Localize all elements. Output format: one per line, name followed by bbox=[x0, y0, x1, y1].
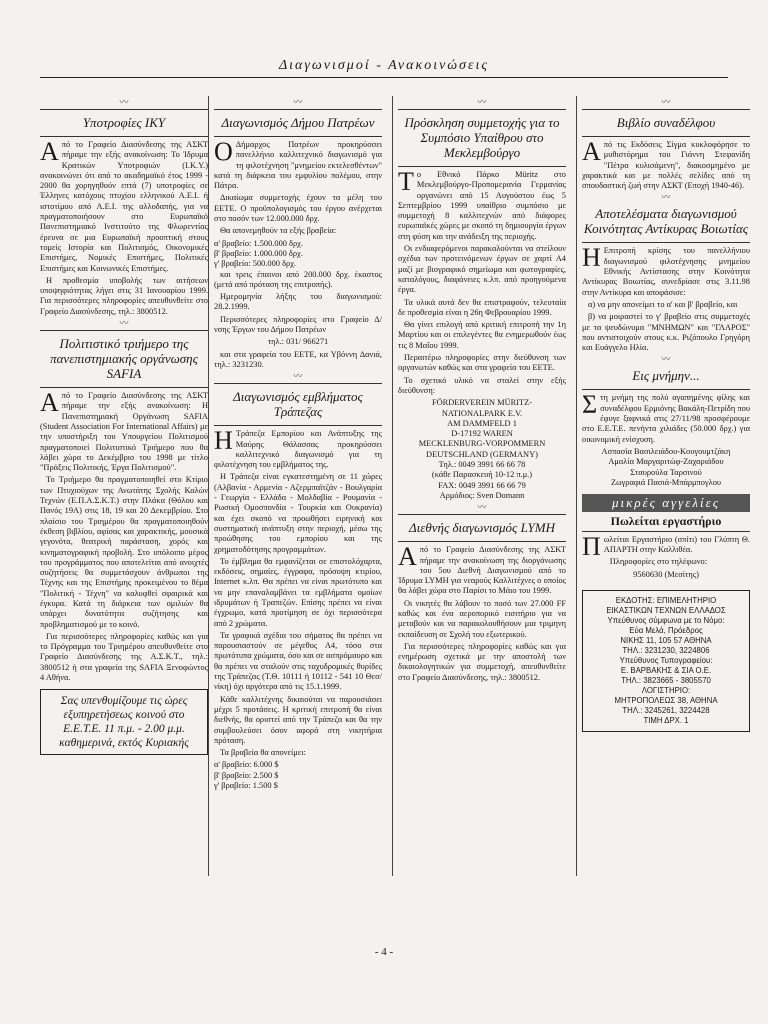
article-paragraph: Για περισσότερες πληροφορίες καθώς και για ενημέρωση σχετικά με την αποστολή των δικαιολογητικών για συμμετοχή, απευθυνθείτε στο Γραφείο Διασύνδεσης, τηλ.: 3800512. bbox=[398, 641, 566, 682]
publisher-line: ΝΙΚΗΣ 11, 105 57 ΑΘΗΝΑ bbox=[620, 635, 712, 645]
drop-cap: Η bbox=[214, 426, 233, 456]
drop-cap: Α bbox=[40, 137, 59, 166]
prize-item: β' βραβείο: 1.000.000 δρχ. bbox=[214, 248, 303, 258]
article-paragraph: Τα γραφικά σχέδια του σήματος θα πρέπει να παρουσιαστούν σε μέγεθος Α4, τόσο στα πρωτότυπα χρώματα, όσο και σε ασπρόμαυρο και θα πρέπει να σταλούν στις ταχυδρομικές θυρίδες της Τράπεζας (Τ.Θ. 10111 ή 10112 - 541 10 Θεσ/νίκη) όχι αργότερα από τις 15.1.1999. bbox=[214, 630, 382, 692]
address-line: Αρμόδιος: Sven Domann bbox=[439, 490, 525, 500]
prize-item: α' βραβείο: 1.500.000 δρχ. bbox=[214, 238, 303, 248]
drop-cap: Π bbox=[582, 531, 601, 561]
article-title: Εις μνήμην... bbox=[632, 368, 700, 384]
article-title: Υποτροφίες ΙΚΥ bbox=[82, 115, 166, 130]
address-line: DEUTSCHLAND (GERMANY) bbox=[426, 449, 538, 459]
reminder-box: Σας υπενθυμίζουμε τις ώρες εξυπηρετήσεως κοινού στο Ε.Ε.Τ.Ε. 11 π.μ. - 2.00 μ.μ. καθημερινά, εκτός Κυριακής bbox=[40, 689, 208, 755]
rule bbox=[214, 109, 382, 110]
classifieds-banner: μικρές αγγελίες bbox=[582, 494, 750, 512]
article-paragraph: Κάθε καλλιτέχνης δικαιούται να παρουσιάσει μέχρι 5 προτάσεις. Η κριτική επιτροπή θα είναι διεθνής, θα οριστεί από την Τράπεζα και θα την συμβουλεύσει όσον αφορά στη νικητήρια πρόταση. bbox=[214, 694, 382, 745]
article-paragraph: Το Εθνικό Πάρκο Müritz στο Μεκλεμβούργο-Προπομερανία Γερμανίας οργανώνει από 15 Αυγούστου έως 5 Σεπτεμβρίου 1999 υπαίθριο συμπόσιο με συμμετοχή 8 καλλιτεχνών από διάφορες ευρωπαϊκές χώρες με σκοπό τη δημιουργία έργων στη φύση και την ανάδειξη της περιοχής. bbox=[398, 167, 566, 241]
publisher-line: Υπεύθυνος σύμφωνα με το Νόμο: bbox=[607, 615, 725, 625]
publisher-line: Εύα Μελά, Πρόεδρος bbox=[629, 625, 703, 635]
rule bbox=[398, 109, 566, 110]
drop-cap: Η bbox=[582, 243, 601, 273]
ornament-icon: 〰 bbox=[119, 97, 129, 107]
column-1 bbox=[40, 96, 208, 761]
ornament-icon: 〰 bbox=[293, 371, 303, 382]
article-paragraph: Δικαίωμα συμμετοχής έχουν τα μέλη του ΕΕΤΕ. Ο προϋπολογισμός του έργου ανέρχεται στο ποσόν των 12.000.000 δρχ. bbox=[214, 193, 382, 224]
signatory-name: Ασπασία Βασιλειάδου-Κουγουμτζάκη bbox=[601, 446, 731, 456]
drop-cap: Σ bbox=[582, 390, 598, 420]
ornament-icon: 〰 bbox=[661, 97, 671, 107]
column-3 bbox=[398, 96, 566, 685]
address-line: MECKLENBURG-VORPOMMERN bbox=[418, 439, 546, 449]
article-paragraph: Πληροφορίες στο τηλέφωνο: bbox=[609, 557, 708, 567]
ornament-icon: 〰 bbox=[477, 97, 487, 107]
article-paragraph: Το έμβλημα θα εμφανίζεται σε επιστολόχαρτα, εκδόσεις, σημαίες, έγγραφα, πρόσοψη κτιρίου, Internet κ.λπ. Θα πρέπει να είναι πρωτότυπο και να μην επαναλαμβάνει τα εμβλήματα ομοίων ιδρυμάτων ή Τραπεζών. Επίσης πρέπει να είναι έγχρωμο, κατά προτίμηση σε όχι περισσότερα από 2 χρώματα. bbox=[214, 556, 382, 628]
publisher-line: Υπεύθυνος Τυπογραφείου: bbox=[619, 655, 713, 665]
rule bbox=[582, 109, 750, 110]
rule bbox=[40, 330, 208, 331]
article-paragraph: Από το Γραφείο Διασύνδεσης της ΑΣΚΤ πήραμε την ανακοίνωση της διοργάνωσης του 5ου Διεθνή Διαγωνισμού από το Ίδρυμα LYMH για νεαρούς Καλλιτέχνες ο οποίος θα λάβει χώρα στο Παρίσι το Μάιο του 1999. bbox=[398, 542, 566, 596]
drop-cap: Ο bbox=[214, 137, 233, 166]
article-paragraph: Περαιτέρω πληροφορίες στην διεύθυνση των οργανωτών καθώς και στα γραφεία του ΕΕΤΕ. bbox=[398, 353, 566, 373]
article-paragraph: Τα υλικά αυτά δεν θα επιστραφούν, τελευταία δε προθεσμία είναι η 26η Φεβρουαρίου 1999. bbox=[398, 297, 566, 317]
page-number: - 4 - bbox=[374, 946, 394, 958]
column-4 bbox=[582, 96, 750, 732]
article-paragraph: Ημερομηνία λήξης του διαγωνισμού: 28.2.1999. bbox=[214, 292, 382, 312]
publisher-box bbox=[582, 590, 750, 732]
article-paragraph: α) να μην απονείμει το α' και β' βραβείο, και bbox=[588, 299, 738, 309]
prize-item: α' βραβείο: 6.000 $ bbox=[214, 760, 279, 770]
column-divider bbox=[392, 96, 393, 876]
publisher-line: ΕΙΚΑΣΤΙΚΩΝ ΤΕΧΝΩΝ ΕΛΛΑΔΟΣ bbox=[606, 605, 726, 615]
phone-number: 9560630 (Μεσίτης) bbox=[633, 569, 699, 579]
rule bbox=[582, 531, 750, 532]
article-title: Διεθνής διαγωνισμός LYMH bbox=[408, 520, 556, 536]
article-title: Διαγωνισμός εμβλήματος Τράπεζας bbox=[233, 389, 363, 420]
article-paragraph: Η Επιτροπή κρίσης του πανελλήνιου διαγωνισμού φιλοτέχνησης μνημείου Εθνικής Αντίστασης στην Κοινότητα Αντίκυρας Βοιωτίας, συνεδρίασε στις 3.11.98 στην Αντίκυρα και αποφάσισε: bbox=[582, 243, 750, 297]
publisher-line: ΕΚΔΟΤΗΣ: ΕΠΙΜΕΛΗΤΗΡΙΟ bbox=[615, 595, 717, 605]
article-paragraph: Για περισσότερες πληροφορίες καθώς και για το Πρόγραμμα του Τριημέρου απευθυνθείτε στο Γραφείο Διασύνδεσης της Α.Σ.Κ.Τ., τηλ.: 3800512 ή στα γραφεία της SAFIA Ξενοφώντος 4 Αθήνα. bbox=[40, 631, 208, 683]
page-header: Διαγωνισμοί - Ανακοινώσεις bbox=[278, 58, 490, 73]
column-2 bbox=[214, 96, 382, 791]
article-paragraph: Πωλείται Εργαστήριο (σπίτι) του Γλύπτη Θ. ΑΠΑΡΤΗ στην Καλλιθέα. bbox=[582, 531, 750, 561]
publisher-line: ΤΗΛ.: 3245261, 3224428 bbox=[622, 705, 710, 715]
address-line: D-17192 WAREN bbox=[451, 429, 513, 439]
article-paragraph: Από το Γραφείο Διασύνδεσης της ΑΣΚΤ πήραμε την εξής ανακοίνωση: Η Πανεπιστημιακή Οργάνωση SAFIA (Student Association For International Affairs) με την υποστήριξη του Υπουργείου Πολιτισμού πραγματοποιεί Πολιτιστικό Τριήμερο που θα λάβει χώρα το Δεκέμβριο του 1998 με τίτλο "Πράξεις Πολιτικής, Έργα Πολιτισμού". bbox=[40, 388, 208, 473]
article-paragraph: Από τις Εκδόσεις Σίγμα κυκλοφόρησε το μυθιστόρημα του Γιάννη Στεφανίδη "Πέτρα κυλισάμενη", διακοσμημένο με χαρακτικά και με πολλές σελίδες από τη σπουδαστική ζωή στην ΑΣΚΤ (Εποχή 1940-46). bbox=[582, 137, 750, 191]
article-paragraph: Στη μνήμη της πολύ αγαπημένης φίλης και συναδέλφου Ερμιόνης Βακάλη-Πετρίδη που έφυγε ξαφνικά στις 27/11/98 προσφέρουμε στο Ε.Ε.Τ.Ε. πενήντα χιλιάδες (50.000 δρχ.) για οικονομική ενίσχυση. bbox=[582, 390, 750, 444]
prize-item: γ' βραβείο: 500.000 δρχ. bbox=[214, 259, 297, 269]
header-rule bbox=[40, 77, 728, 78]
drop-cap: Α bbox=[40, 388, 59, 418]
article-title: Διαγωνισμός Δήμου Πατρέων bbox=[221, 115, 375, 130]
article-paragraph: και τρεις έπαινοι από 200.000 δρχ. έκαστος (μετά από πρόταση της επιτροπής). bbox=[214, 269, 382, 289]
prize-item: β' βραβείο: 2.500 $ bbox=[214, 770, 279, 780]
article-paragraph: Θα απονεμηθούν τα εξής βραβεία: bbox=[220, 226, 337, 236]
article-paragraph: Η Τράπεζα είναι εγκατεστημένη σε 11 χώρες (Αλβανία - Αρμενία - Αζερμπαϊτζάν - Βουλγαρία - Γεωργία - Ελλάδα - Μολδαβία - Ρουμανία - Ρωσική Ομοσπονδία - Τουρκία και Ουκρανία) και έχει σκοπό να προωθήσει ειρηνική και συστηματική ανάπτυξη στην περιοχή, μέσω της προώθησης του εμπορίου και της χρηματοδότησης προγραμμάτων. bbox=[214, 472, 382, 554]
rule bbox=[214, 383, 382, 384]
article-paragraph: Η προθεσμία υποβολής των αιτήσεων υποψηφιότητας λήγει στις 31 Ιανουαρίου 1999. Για περισσότερες πληροφορίες απευθυνθείτε στο Γραφείο Διασύνδεσης, τηλ.: 3800512. bbox=[40, 275, 208, 316]
address-line: NATIONALPARK E.V. bbox=[441, 408, 523, 418]
address-line: FAX: 0049 3991 66 66 79 bbox=[438, 480, 526, 490]
article-title: Βιβλίο συναδέλφου bbox=[616, 115, 716, 130]
article-paragraph: Θα γίνει επιλογή από κριτική επιτροπή την 1η Μαρτίου και οι επιλεγέντες θα ενημερωθούν έως τις 8 Μαΐου 1999. bbox=[398, 320, 566, 350]
address-line: AM DAMMFELD 1 bbox=[447, 418, 517, 428]
article-paragraph: Οι ενδιαφερόμενοι παρακαλούνται να στείλουν σχέδια των προτεινόμενων έργων σε χαρτί Α4 μαζί με βιογραφικό σημείωμα και φωτογραφίες, καταλόγους, διαφάνειες κ.λπ. από προηγούμενα έργα. bbox=[398, 244, 566, 295]
rule bbox=[214, 136, 382, 137]
ornament-icon: 〰 bbox=[293, 97, 303, 107]
address-line: FÖRDERVEREIN MÜRITZ- bbox=[431, 398, 533, 408]
rule bbox=[40, 109, 208, 110]
article-paragraph: Από το Γραφείο Διασύνδεσης της ΑΣΚΤ πήραμε την εξής ανακοίνωση: Το Ίδρυμα Κρατικών Υποτροφιών (Ι.Κ.Υ.) ανακοινώνει ότι από το ακαδημαϊκό έτος 1999 - 2000 θα χορηγηθούν επτά (7) υποτροφίες σε Έλληνες κατόχους πτυχίου ελληνικού Α.Ε.Ι. ή ιστοτίμου από Α.Ε.Ι. της αλλοδαπής, για να πραγματοποιήσουν στο Ευρωπαϊκό Πανεπιστημιακό Ινστιτούτο της Φλωρεντίας έρευνα σε μια Ευρωπαϊκή προοπτική στους τομείς Ιστορία και Πολιτισμός, Οικονομικές Επιστήμες, Νομικές Επιστήμες, Πολιτικές Επιστήμες και Κοινωνικές Επιστήμες. bbox=[40, 137, 208, 273]
signatory-name: Ζωγραφιά Πασιά-Μπάρμπογλου bbox=[610, 477, 722, 487]
ornament-icon: 〰 bbox=[119, 318, 129, 329]
article-paragraph: Περισσότερες πληροφορίες στο Γραφείο Δ/νσης Έργων του Δήμου Πατρέων bbox=[214, 314, 382, 335]
ornament-icon: 〰 bbox=[661, 354, 671, 365]
publisher-line: ΤΙΜΗ ΔΡΧ. 1 bbox=[643, 715, 689, 725]
rule bbox=[398, 514, 566, 515]
article-title: Πρόσκληση συμμετοχής για το Συμπόσιο Υπαίθρου στο Μεκλεμβούργο bbox=[404, 115, 560, 160]
article-paragraph: και στα γραφεία του ΕΕΤΕ, κα Υβόννη Δανιά, τηλ.: 3231230. bbox=[214, 349, 382, 369]
publisher-line: ΛΟΓΙΣΤΗΡΙΟ: bbox=[641, 685, 691, 695]
publisher-line: ΜΗΤΡΟΠΟΛΕΩΣ 38, ΑΘΗΝΑ bbox=[614, 695, 718, 705]
article-paragraph: Οι νικητές θα λάβουν το ποσό των 27.000 FF καθώς και ένα αεροπορικό εισιτήριο για να μεταβούν και να παρακολουθήσουν μια τριμηνη εκπαίδευση σε Σχολή του εξωτερικού. bbox=[398, 598, 566, 639]
article-paragraph: Η Τράπεζα Εμπορίου και Ανάπτυξης της Μαύρης Θάλασσας προκηρύσσει καλλιτεχνικό διαγωνισμό για τη φιλοτέχνηση του εμβλήματος της. bbox=[214, 426, 382, 470]
rule bbox=[582, 242, 750, 243]
article-title: Πολιτιστικό τριήμερο της πανεπιστημιακής οργάνωσης SAFIA bbox=[50, 336, 198, 382]
rule bbox=[40, 387, 208, 388]
ornament-icon: 〰 bbox=[661, 192, 671, 203]
rule bbox=[398, 541, 566, 542]
rule bbox=[398, 166, 566, 167]
publisher-line: Ε. ΒΑΡΒΑΚΗΣ & ΣΙΑ Ο.Ε. bbox=[620, 665, 712, 675]
article-paragraph: Το Τριήμερο θα πραγματοποιηθεί στο Κτίριο των Πτυχιούχων της Ανωτάτης Σχολής Καλών Τεχνών (Ε.Π.Α.Σ.Κ.Τ.) στην Πλάκα (Θόλου και Πανός 19Α) στις 18, 19 και 20 Δεκεμβρίου. Στο πλαίσιο του Τριημέρου θα πραγματοποιηθούν έκθεση βιβλίου, αφίσας και χαρακτικής, μουσικά γεγονότα, θεατρική παράσταση, χορός και κινηματογραφική προβολή. Στο υπόλοιπο μέρος του προγράμματος που αποτελείται από ανοιχτές συζητήσεις θα συμμετάσχουν άνθρωποι της Τέχνης και της Επιστήμης προκειμένου το θέμα "Πολιτική - Τέχνη" να καλυφθεί σφαιρικά και έγκυρα. Κατά τη διάρκεια των ομιλιών θα υπάρχει δυνατότητα συζήτησης και προβληματισμού με το κοινό. bbox=[40, 475, 208, 629]
rule bbox=[582, 136, 750, 137]
signatory-name: Αμαλία Μαργαριτώφ-Ζαχαριάδου bbox=[608, 457, 724, 467]
ornament-icon: 〰 bbox=[477, 502, 487, 513]
drop-cap: Α bbox=[398, 542, 417, 572]
classified-title: Πωλείται εργαστήριο bbox=[610, 514, 722, 529]
publisher-line: ΤΗΛ.: 3823665 - 3805570 bbox=[621, 675, 711, 685]
address-line: (κάθε Παρασκευή 10-12 π.μ.) bbox=[431, 470, 533, 480]
article-paragraph: Τα βραβεία θα απονείμει: bbox=[220, 748, 306, 758]
rule bbox=[40, 136, 208, 137]
rule bbox=[214, 425, 382, 426]
address-line: Τηλ.: 0049 3991 66 66 78 bbox=[438, 460, 526, 470]
publisher-line: ΤΗΛ.: 3231230, 3224806 bbox=[622, 645, 710, 655]
article-paragraph: Το σχετικό υλικό να σταλεί στην εξής διεύθυνση: bbox=[398, 375, 566, 395]
drop-cap: Α bbox=[582, 137, 601, 166]
drop-cap: Τ bbox=[398, 167, 414, 196]
prize-item: γ' βραβείο: 1.500 $ bbox=[214, 781, 278, 791]
phone-number: τηλ.: 031/ 966271 bbox=[267, 337, 329, 347]
signatory-name: Σταυρούλα Ταρσινού bbox=[630, 467, 702, 477]
article-paragraph: β) να μοιραστεί το γ' βραβείο στις συμμετοχές με τα ψευδώνυμα "ΜΝΗΜΩΝ" και "ΓΛΑΡΟΣ" που αντιστοιχούν στους κ.κ. Ριζόπουλο Γρηγόρη και Ευάγγελο Ηλία. bbox=[582, 312, 750, 353]
rule bbox=[582, 389, 750, 390]
article-title: Αποτελέσματα διαγωνισμού Κοινότητας Αντίκυρας Βοιωτίας bbox=[583, 206, 749, 237]
column-divider bbox=[576, 96, 577, 876]
article-paragraph: Ο Δήμαρχος Πατρέων προκηρύσσει πανελλήνιο καλλιτεχνικό διαγωνισμό για τη φιλοτέχνηση "μνημείου εκτελεσθέντων" κατά τη διάρκεια του εμφυλίου πολέμου, στην Πάτρα. bbox=[214, 137, 382, 191]
column-divider bbox=[208, 96, 209, 876]
